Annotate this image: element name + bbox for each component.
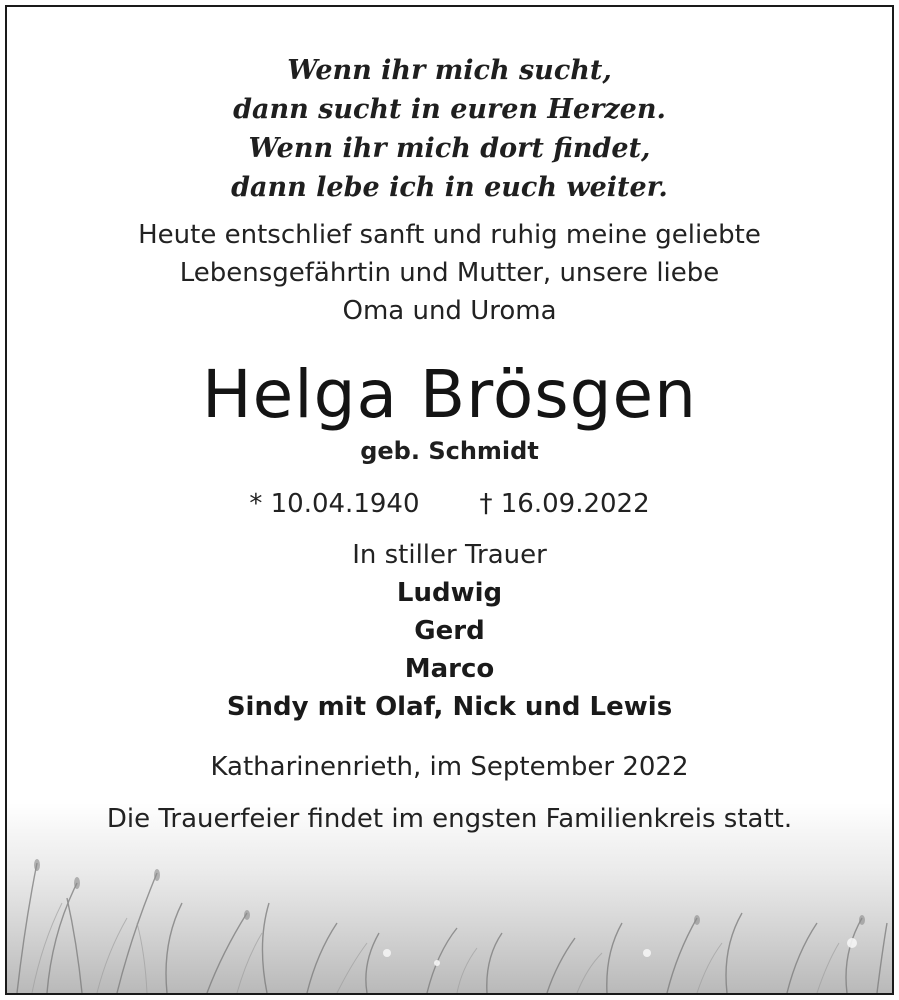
mourner-name: Gerd — [414, 616, 485, 646]
mourner-name: Marco — [404, 654, 495, 684]
mourners-list — [7, 574, 892, 726]
funeral-note: Die Trauerfeier findet im engsten Familienkreis statt. — [106, 804, 793, 834]
poem-line: Wenn ihr mich sucht, — [287, 55, 612, 86]
mourner-name: Ludwig — [396, 578, 503, 608]
obituary-frame — [5, 5, 894, 995]
place-date: Katharinenrieth, im September 2022 — [210, 752, 689, 782]
maiden-name: geb. Schmidt — [360, 437, 539, 465]
birth-date: * 10.04.1940 — [249, 489, 420, 519]
intro-line: Heute entschlief sanft und ruhig meine geliebte — [138, 220, 761, 250]
intro-line: Oma und Uroma — [342, 296, 557, 326]
poem-line: Wenn ihr mich dort findet, — [248, 133, 651, 164]
mourner-name: Sindy mit Olaf, Nick und Lewis — [226, 692, 673, 722]
poem — [7, 51, 892, 207]
mourning-heading: In stiller Trauer — [352, 540, 547, 570]
life-dates — [7, 486, 892, 522]
poem-line: dann lebe ich in euch weiter. — [231, 172, 668, 203]
intro-line: Lebensgefährtin und Mutter, unsere liebe — [179, 258, 720, 288]
obituary-content — [7, 7, 892, 838]
intro-text — [7, 216, 892, 330]
death-date: † 16.09.2022 — [479, 489, 650, 519]
poem-line: dann sucht in euren Herzen. — [233, 94, 666, 125]
deceased-name: Helga Brösgen — [202, 356, 697, 433]
